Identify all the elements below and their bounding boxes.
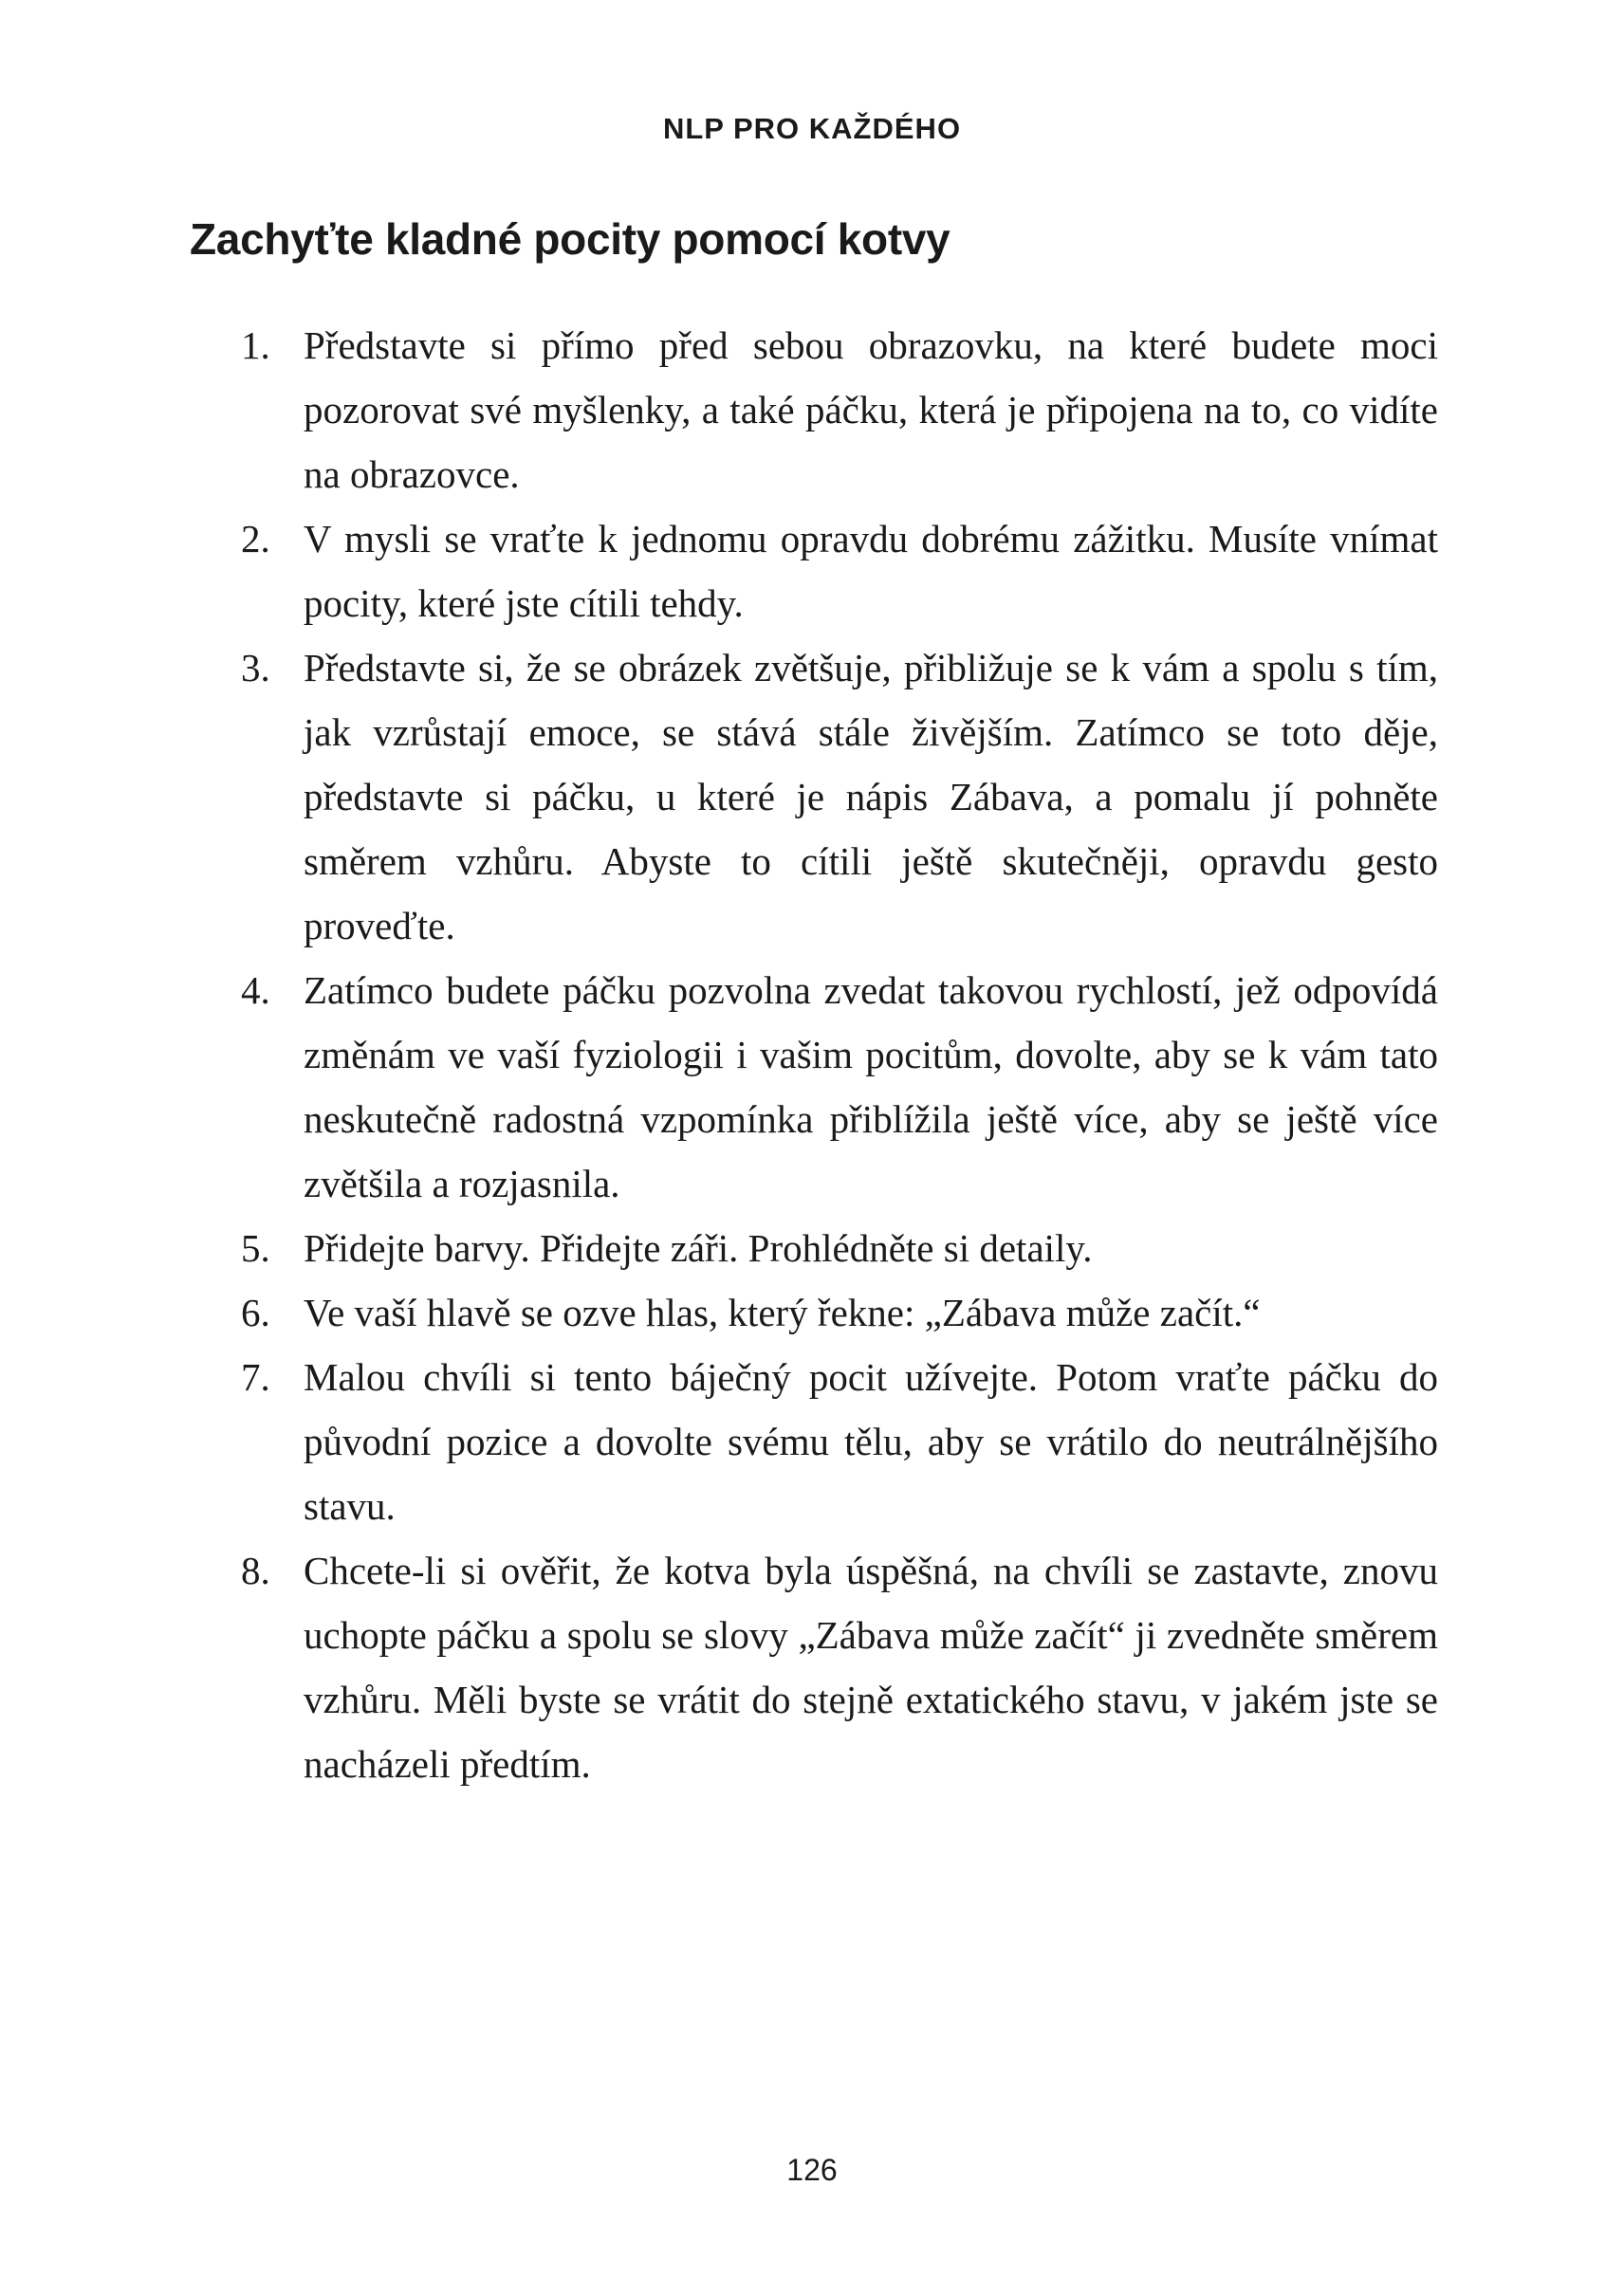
list-item [190,958,1438,1216]
running-header: NLP PRO KAŽDÉHO [662,112,962,145]
page-number: 126 [786,2153,838,2187]
steps-list [190,313,1438,1796]
list-item [190,635,1438,958]
step-text: V mysli se vraťte k jednomu opravdu dobrému zážitku. Musíte vnímat pocity, které jste cítili tehdy. [304,517,1438,625]
list-item [190,1216,1438,1280]
step-number: 1. [241,323,270,367]
list-item [190,506,1438,635]
step-text: Zatímco budete páčku pozvolna zvedat takovou rychlostí, jež odpovídá změnám ve vaší fyziologii i vašim pocitům, dovolte, aby se k vám tato neskutečně radostná vzpomínka přiblížila ještě více, aby se ještě více zvětšila a rozjasnila. [304,968,1438,1205]
step-text: Malou chvíli si tento báječný pocit užívejte. Potom vraťte páčku do původní pozice a dovolte svému tělu, aby se vrátilo do neutrálnějšího stavu. [304,1355,1438,1528]
step-number: 4. [241,968,270,1012]
step-text: Představte si, že se obrázek zvětšuje, přibližuje se k vám a spolu s tím, jak vzrůstají emoce, se stává stále živějším. Zatímco se toto děje, představte si páčku, u které je nápis Zábava, a pomalu jí pohněte směrem vzhůru. Abyste to cítili ještě skutečněji, opravdu gesto proveďte. [304,646,1438,947]
step-number: 6. [241,1291,270,1334]
step-text: Chcete-li si ověřit, že kotva byla úspěšná, na chvíli se zastavte, znovu uchopte páčku a spolu se slovy „Zábava může začít“ ji zvedněte směrem vzhůru. Měli byste se vrátit do stejně extatického stavu, v jakém jste se nacházeli předtím. [304,1549,1438,1786]
step-text: Představte si přímo před sebou obrazovku, na které budete moci pozorovat své myšlenky, a také páčku, která je připojena na to, co vidíte na obrazovce. [304,323,1438,496]
step-number: 8. [241,1549,270,1592]
list-item [190,1280,1438,1345]
step-text: Ve vaší hlavě se ozve hlas, který řekne: „Zábava může začít.“ [304,1291,1261,1334]
step-number: 7. [241,1355,270,1399]
list-item [190,313,1438,506]
step-text: Přidejte barvy. Přidejte záři. Prohlédněte si detaily. [304,1226,1093,1270]
section-title: Zachyťte kladné pocity pomocí kotvy [190,214,950,264]
list-item [190,1345,1438,1538]
step-number: 2. [241,517,270,560]
list-item [190,1538,1438,1796]
step-number: 3. [241,646,270,689]
step-number: 5. [241,1226,270,1270]
